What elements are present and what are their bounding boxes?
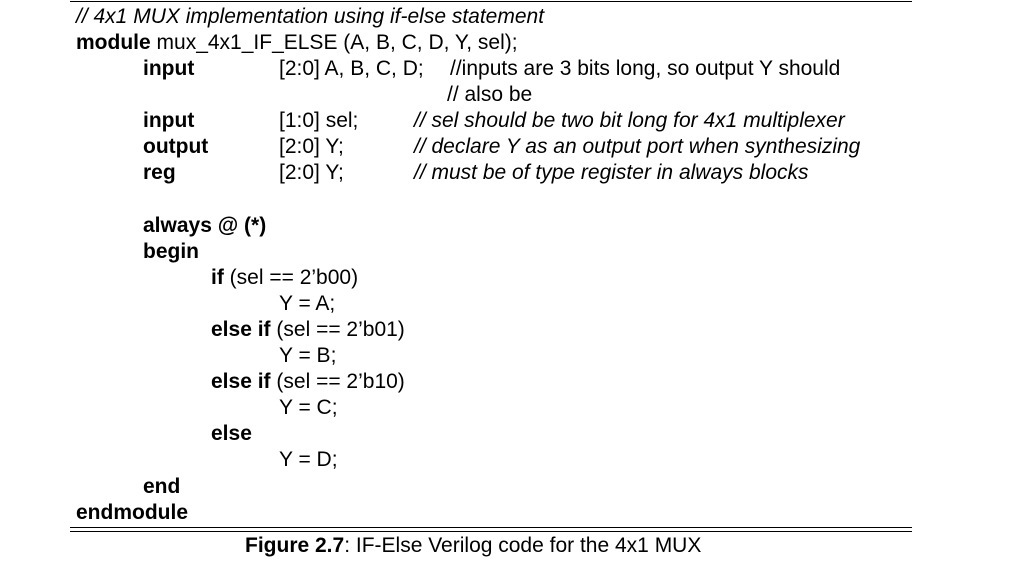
- else-if-condition-1: (sel == 2’b01): [276, 318, 405, 341]
- figure-label: Figure 2.7: [245, 534, 345, 557]
- else-if-line-2: [211, 369, 405, 395]
- input-decl-1: [2:0] A, B, C, D;: [279, 57, 424, 80]
- else-if-keyword-1: else if: [211, 318, 271, 341]
- assign-a: Y = A;: [279, 292, 336, 315]
- figure-caption-text: : IF-Else Verilog code for the 4x1 MUX: [344, 534, 702, 557]
- reg-keyword: reg: [143, 161, 176, 184]
- end-keyword: end: [143, 475, 181, 498]
- header-comment: // 4x1 MUX implementation using if-else statement: [76, 5, 545, 28]
- begin-keyword: begin: [143, 240, 199, 263]
- module-declaration: mux_4x1_IF_ELSE (A, B, C, D, Y, sel);: [156, 31, 518, 54]
- input-keyword-2: input: [143, 109, 195, 132]
- bottom-rule-lower: [70, 531, 912, 532]
- top-rule: [70, 1, 912, 2]
- assign-b: Y = B;: [279, 344, 337, 367]
- input-comment-1-continued: // also be: [447, 83, 533, 106]
- always-statement: always @ (*): [143, 214, 267, 237]
- else-if-condition-2: (sel == 2’b10): [276, 370, 405, 393]
- reg-decl: [2:0] Y;: [279, 161, 344, 184]
- else-keyword: else: [211, 422, 252, 445]
- assign-c: Y = C;: [279, 396, 338, 419]
- if-keyword: if: [211, 266, 224, 289]
- input-comment-1: //inputs are 3 bits long, so output Y should: [450, 57, 841, 80]
- endmodule-keyword: endmodule: [76, 501, 189, 524]
- output-decl: [2:0] Y;: [279, 135, 344, 158]
- if-line: [211, 265, 358, 291]
- module-line: [76, 30, 518, 56]
- else-if-line-1: [211, 317, 405, 343]
- reg-comment: // must be of type register in always blocks: [414, 161, 809, 184]
- bottom-rule-upper: [70, 527, 912, 528]
- output-keyword: output: [143, 135, 209, 158]
- input-decl-2: [1:0] sel;: [279, 109, 359, 132]
- figure-caption: [245, 533, 701, 559]
- output-comment: // declare Y as an output port when synthesizing: [414, 135, 861, 158]
- input-keyword-1: input: [143, 57, 195, 80]
- if-condition: (sel == 2’b00): [229, 266, 359, 289]
- assign-d: Y = D;: [279, 448, 338, 471]
- input-comment-2: // sel should be two bit long for 4x1 multiplexer: [414, 109, 845, 132]
- module-keyword: module: [76, 31, 151, 54]
- else-if-keyword-2: else if: [211, 370, 271, 393]
